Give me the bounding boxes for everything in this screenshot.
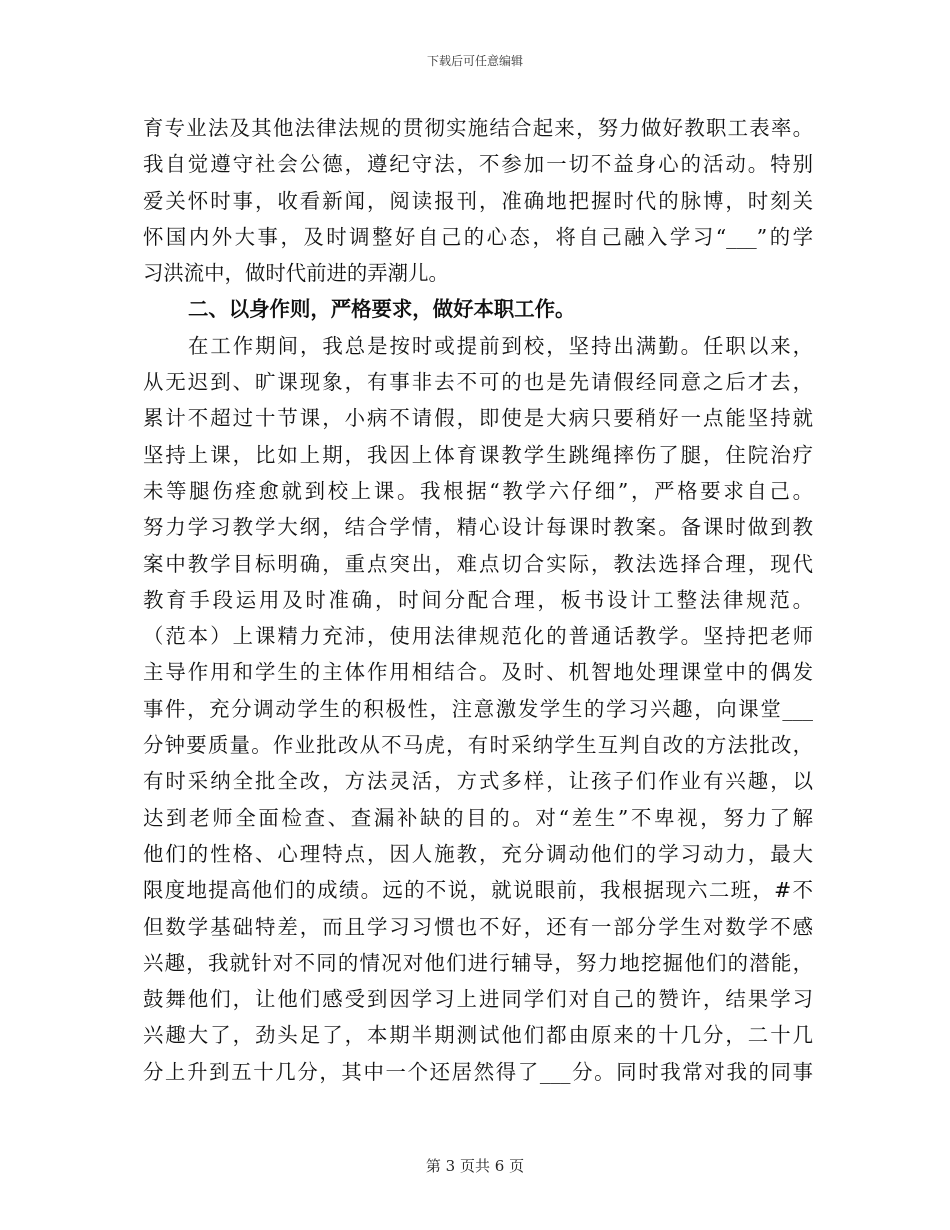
text-line: 但数学基础特差，而且学习习惯也不好，还有一部分学生对数学不感 [143,914,813,939]
text-line: 兴趣，我就针对不同的情况对他们进行辅导，努力地挖掘他们的潜能， [143,950,813,975]
text-line: 分上升到五十几分，其中一个还居然得了___分。同时我常对我的同事 [143,1059,813,1084]
text-line: 他们的性格、心理特点，因人施教，充分调动他们的学习动力，最大 [143,841,813,866]
text-line: 限度地提高他们的成绩。远的不说，就说眼前，我根据现六二班，#不 [143,878,813,903]
text-line: 未等腿伤痊愈就到校上课。我根据“教学六仔细”，严格要求自己。 [143,478,813,503]
document-body [143,110,813,1090]
text-line: 分钟要质量。作业批改从不马虎，有时采纳学生互判自改的方法批改， [143,733,813,758]
text-line: 教育手段运用及时准确，时间分配合理，板书设计工整法律规范。 [143,587,813,612]
text-line: 鼓舞他们，让他们感受到因学习上进同学们对自己的赞许，结果学习 [143,987,813,1012]
text-line: 兴趣大了，劲头足了，本期半期测试他们都由原来的十几分，二十几 [143,1023,813,1048]
text-line: 坚持上课，比如上期，我因上体育课教学生跳绳摔伤了腿，住院治疗 [143,442,813,467]
text-line: 在工作期间，我总是按时或提前到校，坚持出满勤。任职以来， [188,333,813,358]
text-line: 从无迟到、旷课现象，有事非去不可的也是先请假经同意之后才去， [143,370,813,395]
text-line: 努力学习教学大纲，结合学情，精心设计每课时教案。备课时做到教 [143,515,813,540]
text-line: 怀国内外大事，及时调整好自己的心态，将自己融入学习“___”的学 [143,224,813,249]
text-line: 爱关怀时事，收看新闻，阅读报刊，准确地把握时代的脉博，时刻关 [143,188,813,213]
text-line: 事件，充分调动学生的积极性，注意激发学生的学习兴趣，向课堂___ [143,696,813,721]
page-header: 下载后可任意编辑 [426,54,523,68]
text-line: 我自觉遵守社会公德，遵纪守法，不参加一切不益身心的活动。特别 [143,152,813,177]
text-line: 主导作用和学生的主体作用相结合。及时、机智地处理课堂中的偶发 [143,660,813,685]
text-line: 案中教学目标明确，重点突出，难点切合实际，教法选择合理，现代 [143,551,813,576]
page-number: 第 3 页共 6 页 [425,1157,525,1175]
section-heading: 二、以身作则，严格要求，做好本职工作。 [188,297,576,322]
text-line: 有时采纳全批全改，方法灵活，方式多样，让孩子们作业有兴趣，以 [143,769,813,794]
text-line: （范本）上课精力充沛，使用法律规范化的普通话教学。坚持把老师 [143,624,813,649]
text-line: 习洪流中，做时代前进的弄潮儿。 [143,261,449,286]
text-line: 育专业法及其他法律法规的贯彻实施结合起来，努力做好教职工表率。 [143,116,813,140]
text-line: 累计不超过十节课，小病不请假，即使是大病只要稍好一点能坚持就 [143,406,813,431]
text-line: 达到老师全面检查、查漏补缺的目的。对“差生”不卑视，努力了解 [143,805,813,830]
